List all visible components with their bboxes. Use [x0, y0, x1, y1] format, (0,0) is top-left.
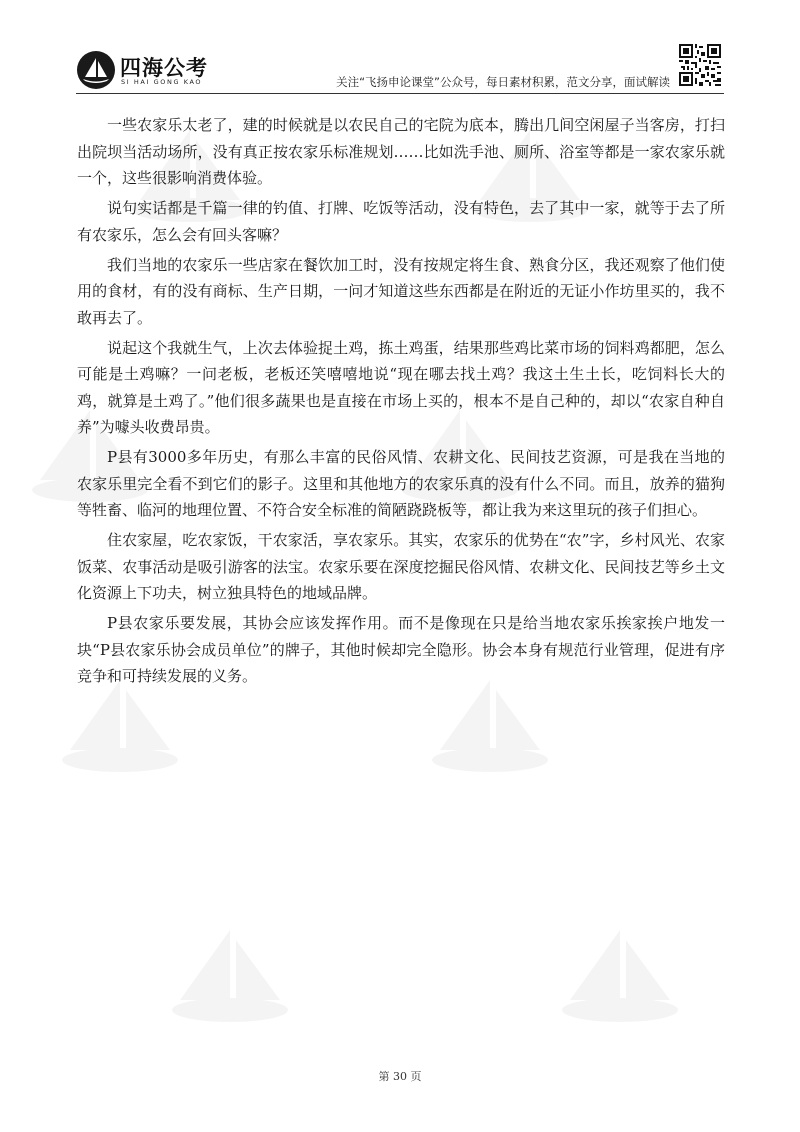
- header-tagline: 关注“飞扬申论课堂”公众号，每日素材积累，范文分享，面试解读: [336, 75, 670, 89]
- header-divider: [76, 93, 724, 94]
- paragraph: 说起这个我就生气，上次去体验捉土鸡，拣土鸡蛋，结果那些鸡比菜市场的饲料鸡都肥，怎么可能是土鸡嘛？一问老板，老板还笑嘻嘻地说“现在哪去找土鸡？我这土生土长，吃饲料长大的鸡，就算是土鸡了。”他们很多蔬果也是直接在市场上买的，根本不是自己种的，却以“农家自种自养”为噱头收费昂贵。: [77, 338, 725, 436]
- watermark-logo-icon: [560, 910, 740, 1050]
- document-body: [77, 112, 725, 693]
- sailboat-logo-icon: [76, 50, 116, 90]
- paragraph: P县有3000多年历史，有那么丰富的民俗风情、农耕文化、民间技艺资源，可是我在当地的农家乐里完全看不到它们的影子。这里和其他地方的农家乐真的没有什么不同。而且，放养的猫狗等牲畜、临河的地理位置、不符合安全标准的简陋跷跷板等，都让我为来这里玩的孩子们担心。: [77, 448, 725, 519]
- paragraph: 住农家屋，吃农家饭，干农家活，享农家乐。其实，农家乐的优势在“农”字，乡村风光、农家饭菜、农事活动是吸引游客的法宝。农家乐要在深度挖掘民俗风情、农耕文化、民间技艺等乡土文化资源上下功夫，树立独具特色的地域品牌。: [77, 531, 725, 602]
- watermark-logo-icon: [170, 910, 350, 1050]
- brand-name: 四海公考: [120, 56, 208, 80]
- paragraph: P县农家乐要发展，其协会应该发挥作用。而不是像现在只是给当地农家乐挨家挨户地发一块“P县农家乐协会成员单位”的牌子，其他时候却完全隐形。协会本身有规范行业管理，促进有序竞争和可持续发展的义务。: [77, 614, 725, 685]
- paragraph: 一些农家乐太老了，建的时候就是以农民自己的宅院为底本，腾出几间空闲屋子当客房，打扫出院坝当活动场所，没有真正按农家乐标准规划……比如洗手池、厕所、浴室等都是一家农家乐就一个，这些很影响消费体验。: [77, 116, 725, 187]
- page-number: 第 30 页: [378, 1070, 422, 1083]
- brand-logo: [76, 50, 208, 92]
- paragraph: 我们当地的农家乐一些店家在餐饮加工时，没有按规定将生食、熟食分区，我还观察了他们使用的食材，有的没有商标、生产日期，一问才知道这些东西都是在附近的无证小作坊里买的，我不敢再去了。: [77, 255, 725, 327]
- qr-code-icon: [679, 44, 721, 86]
- paragraph: 说句实话都是千篇一律的钓值、打牌、吃饭等活动，没有特色，去了其中一家，就等于去了所有农家乐，怎么会有回头客嘛？: [77, 199, 725, 244]
- brand-subtitle: SI HAI GONG KAO: [121, 78, 203, 86]
- page-header: [0, 0, 800, 100]
